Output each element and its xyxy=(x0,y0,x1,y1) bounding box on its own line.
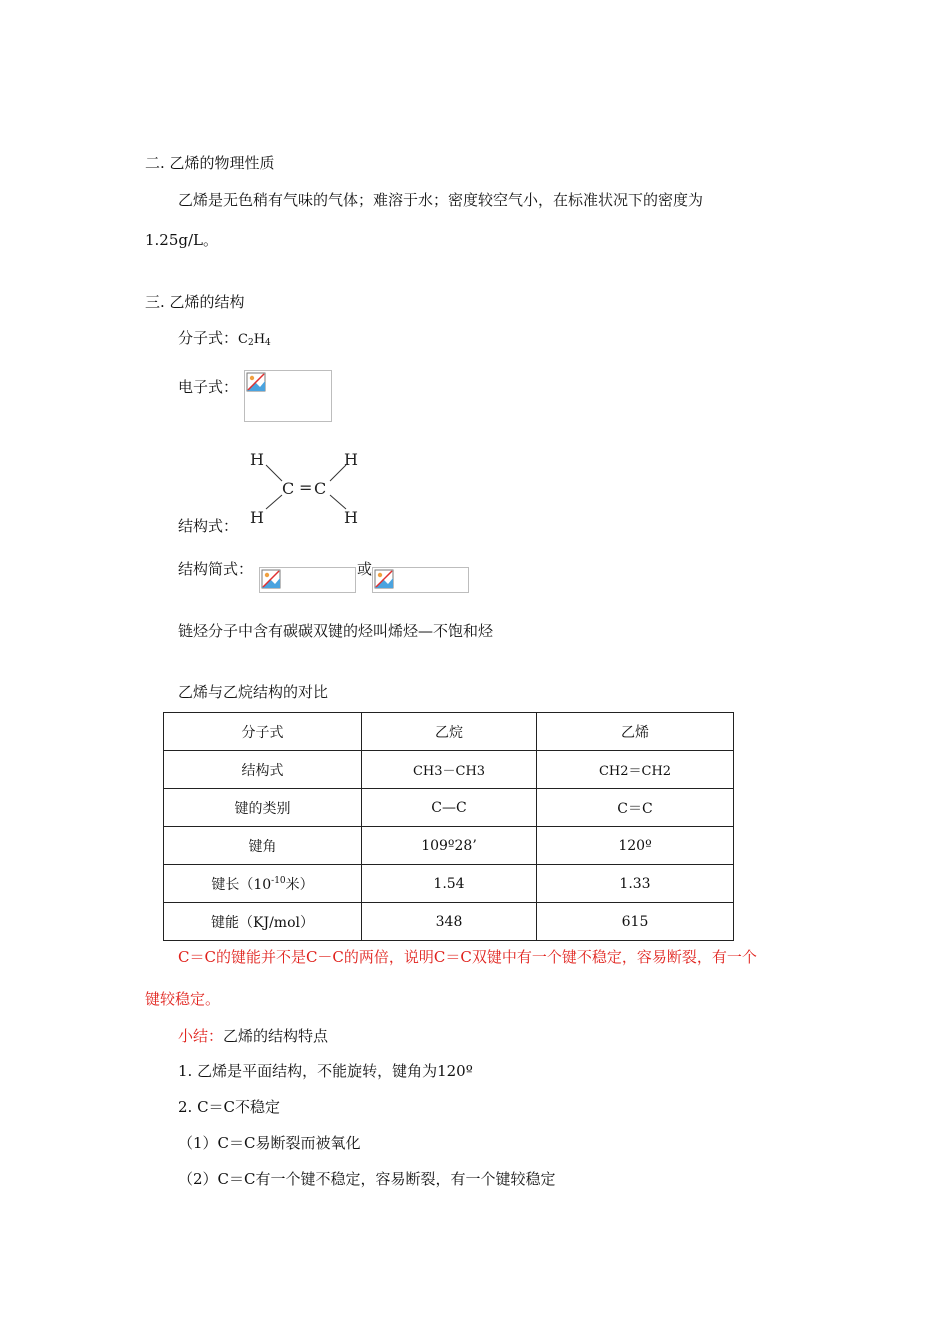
summary-item: （1）C＝C易断裂而被氧化 xyxy=(178,1134,361,1152)
bond-energy-note-line2: 键较稳定。 xyxy=(145,990,221,1008)
formula-h: H xyxy=(253,332,266,347)
comparison-table xyxy=(163,712,734,941)
atom-c-right: C xyxy=(314,479,327,498)
header-cell: 乙烯 xyxy=(537,713,734,751)
row-label: 键角 xyxy=(164,827,362,865)
table-row xyxy=(164,865,734,903)
table-row xyxy=(164,827,734,865)
row-label-main: 键长（10 xyxy=(211,876,272,893)
bond-energy-note-line1: C＝C的键能并不是C－C的两倍，说明C＝C双键中有一个键不稳定，容易断裂，有一个 xyxy=(178,948,757,966)
ethane-value: 1.54 xyxy=(362,865,537,903)
row-label: 键的类别 xyxy=(164,789,362,827)
ethene-value: CH2＝CH2 xyxy=(537,751,734,789)
ethane-value: 109º28’ xyxy=(362,827,537,865)
double-bond: = xyxy=(299,478,313,497)
atom-c-left: C xyxy=(282,479,295,498)
or-text: 或 xyxy=(357,560,373,578)
physical-properties-line2: 1.25g/L。 xyxy=(145,231,219,249)
molecular-formula-label: 分子式： xyxy=(178,329,239,347)
header-cell: 分子式 xyxy=(164,713,362,751)
summary-item: （2）C＝C有一个键不稳定，容易断裂，有一个键较稳定 xyxy=(178,1170,556,1188)
row-label-exponent: -10 xyxy=(271,875,286,886)
atom-h-lower-right: H xyxy=(344,508,358,527)
summary-heading xyxy=(178,1025,328,1046)
electronic-formula-image xyxy=(244,370,332,422)
atom-h-upper-right: H xyxy=(344,450,358,469)
broken-image-icon xyxy=(246,372,266,392)
ethane-value: CH3－CH3 xyxy=(362,751,537,789)
ethane-value: C—C xyxy=(362,789,537,827)
ethene-value: 615 xyxy=(537,903,734,941)
electronic-formula-label: 电子式： xyxy=(178,378,239,396)
summary-label: 小结： xyxy=(178,1027,224,1045)
bond-h-c-upper-left xyxy=(266,465,282,481)
broken-image-icon xyxy=(261,569,281,589)
simplified-formula-image-1 xyxy=(259,567,356,593)
atom-h-upper-left: H xyxy=(250,450,264,469)
table-row xyxy=(164,751,734,789)
structural-formula-label: 结构式： xyxy=(178,517,239,535)
formula-c: C xyxy=(238,332,248,347)
physical-properties-line1: 乙烯是无色稍有气味的气体；难溶于水；密度较空气小，在标准状况下的密度为 xyxy=(178,191,704,209)
row-label: 结构式 xyxy=(164,751,362,789)
ethylene-structural-formula xyxy=(240,445,370,530)
alkene-definition: 链烃分子中含有碳碳双键的烃叫烯烃—不饱和烃 xyxy=(178,622,494,640)
header-cell: 乙烷 xyxy=(362,713,537,751)
row-label: 键能（KJ/mol） xyxy=(164,903,362,941)
section-heading-structure: 三. 乙烯的结构 xyxy=(145,293,245,311)
summary-item: 1. 乙烯是平面结构，不能旋转，键角为120º xyxy=(178,1062,473,1080)
bond-h-c-lower-right xyxy=(330,495,346,509)
summary-title: 乙烯的结构特点 xyxy=(223,1027,329,1045)
table-row xyxy=(164,903,734,941)
molecular-formula xyxy=(178,327,271,348)
row-label xyxy=(164,865,362,903)
ethene-value: C＝C xyxy=(537,789,734,827)
ethene-value: 1.33 xyxy=(537,865,734,903)
simplified-formula-image-2 xyxy=(372,567,469,593)
row-label-tail: 米） xyxy=(285,876,314,893)
comparison-title: 乙烯与乙烷结构的对比 xyxy=(178,683,329,701)
table-row xyxy=(164,789,734,827)
section-heading-physical: 二. 乙烯的物理性质 xyxy=(145,154,275,172)
simplified-formula-label: 结构简式： xyxy=(178,560,254,578)
ethane-value: 348 xyxy=(362,903,537,941)
bond-h-c-lower-left xyxy=(266,495,282,509)
ethene-value: 120º xyxy=(537,827,734,865)
formula-c-subscript: 2 xyxy=(247,338,254,348)
formula-h-subscript: 4 xyxy=(265,338,271,348)
summary-item: 2. C＝C不稳定 xyxy=(178,1098,281,1116)
broken-image-icon xyxy=(374,569,394,589)
table-header-row xyxy=(164,713,734,751)
atom-h-lower-left: H xyxy=(250,508,264,527)
